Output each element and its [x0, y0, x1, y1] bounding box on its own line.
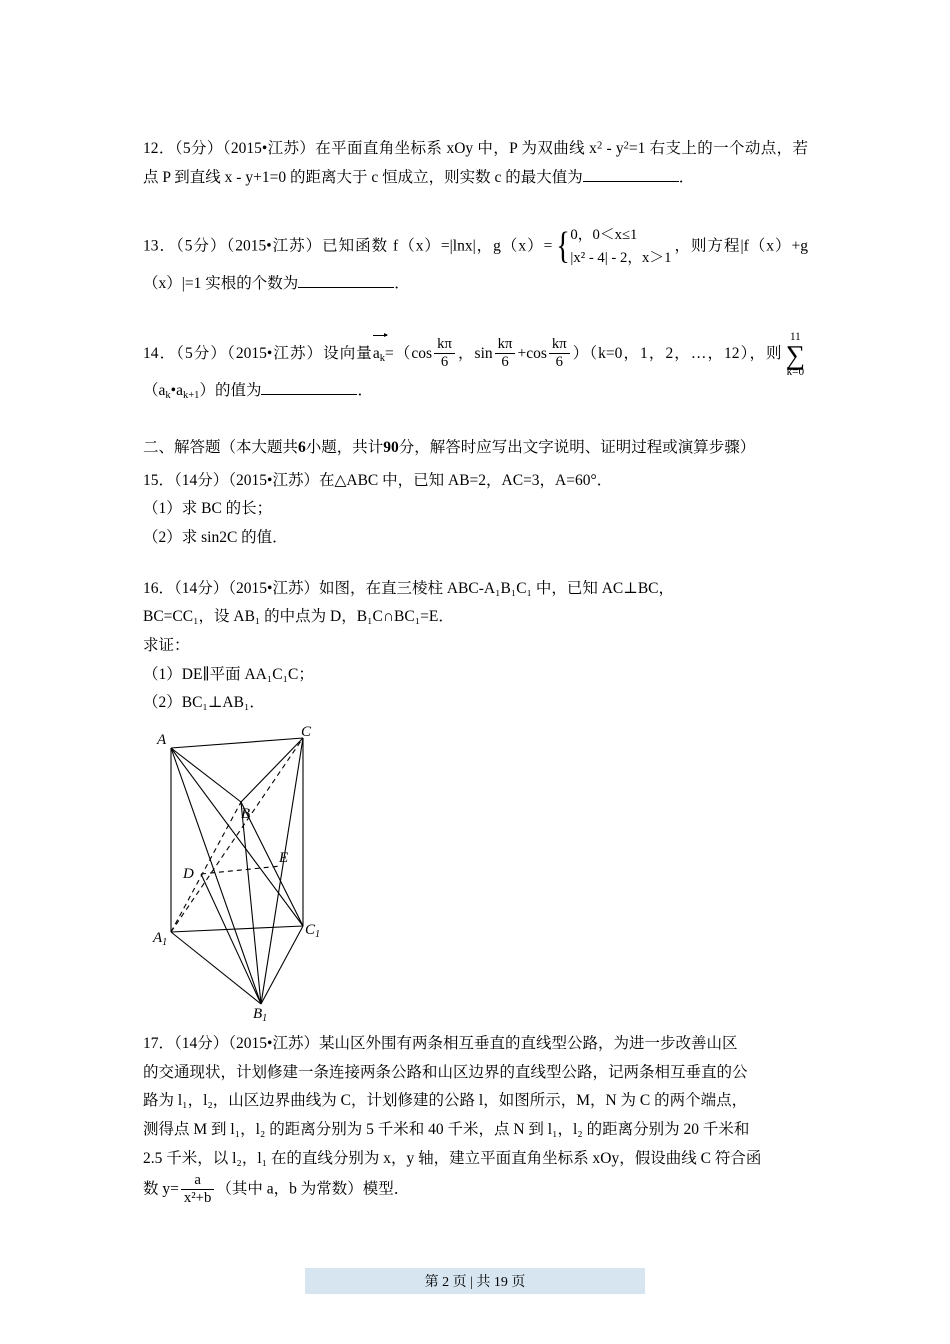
page-footer: [0, 1268, 950, 1294]
q17-score: （14分）: [174, 1035, 229, 1053]
q15-sub-1: （1）求 BC 的长；: [143, 500, 273, 518]
sigma-icon: ∑: [785, 339, 805, 370]
q14-text-4: +cos: [517, 344, 547, 362]
q13-number: 13．: [143, 237, 176, 255]
q17-frac-den: x²+b: [181, 1189, 214, 1206]
q16-sub-2: （2）BC₁⊥AB₁．: [143, 694, 265, 712]
q14-text-3: ，sin: [456, 344, 493, 362]
q13-text-2: ，则方程|f（x）+g（x）|=1 实根的个数为: [143, 237, 808, 292]
q17-line-4: 测得点 M 到 l₁，l₂ 的距离分别为 5 千米和 40 千米，点 N 到 l₁，l₂ 的距离分别为 20 千米和: [143, 1121, 750, 1139]
section-2-heading: [143, 434, 808, 463]
q15-sub-2: （2）求 sin2C 的值．: [143, 529, 288, 547]
brace-glyph: {: [556, 226, 571, 268]
q14-sub-k: k: [165, 390, 171, 402]
vector-a-k: [373, 340, 385, 369]
q15-number: 15．: [143, 471, 175, 489]
q17-line-5: 2.5 千米，以 l₂，l₁ 在的直线分别为 x，y 轴，建立平面直角坐标系 xOy，假设曲线 C 符合函: [143, 1149, 762, 1167]
q14-frac2-num: kπ: [497, 336, 513, 353]
q12-text-2: - y: [602, 140, 624, 157]
q14-frac1-num: kπ: [437, 336, 452, 353]
q17-line-2: 的交通现状，计划修建一条连接两条公路和山区边界的直线型公路，记两条相互垂直的公: [143, 1063, 748, 1081]
q12-sup-2: 2: [623, 140, 629, 152]
q15-score: （14分）: [174, 471, 229, 489]
question-12: [143, 135, 808, 192]
q17-source: （2015•江苏）: [228, 1035, 319, 1053]
q17-line-1: 某山区外围有两条相互垂直的直线型公路，为进一步改善山区: [318, 1035, 738, 1053]
q13-source: （2015•江苏）: [226, 237, 323, 255]
section-2-count: 6: [298, 439, 306, 457]
q12-number: 12．: [143, 140, 175, 157]
q14-number: 14．: [143, 344, 177, 362]
q12-source: （2015•江苏）: [222, 140, 316, 157]
q16-source: （2015•江苏）: [228, 579, 319, 597]
question-17: [143, 1030, 808, 1207]
label-C: C: [301, 724, 312, 741]
q12-answer-blank[interactable]: [583, 166, 679, 182]
label-C1: $C_1$: [305, 922, 321, 941]
label-D: D: [183, 866, 194, 883]
q12-sup-1: 2: [596, 140, 603, 152]
q14-summation: [786, 332, 805, 379]
prism-figure: [153, 724, 473, 1025]
question-16: [143, 575, 808, 1025]
q14-frac3-den: 6: [549, 353, 570, 370]
q14-frac1-den: 6: [434, 353, 455, 370]
q13-text-1: 已知函数 f（x）=|lnx|，g（x）=: [322, 237, 553, 255]
q12-text-end: ．: [678, 168, 695, 186]
label-A1: $A_1$: [153, 930, 168, 949]
q14-answer-blank[interactable]: [261, 380, 357, 396]
section-2-label: 二、解答题: [143, 439, 221, 457]
q16-stem-line-2: BC=CC₁，设 AB₁ 的中点为 D，B₁C∩BC₁=E．: [143, 608, 454, 626]
q13-text-end: ．: [394, 274, 410, 292]
q13-piece-row-1: 0，0＜x≤1: [570, 227, 638, 244]
q12-text-1: 在平面直角坐标系 xOy 中，P 为双曲线 x: [315, 140, 597, 157]
q14-text-end: ．: [357, 382, 373, 400]
q13-piece-row-2: |x² - 4| - 2，x＞1: [570, 250, 672, 267]
q14-text-8: ）的值为: [199, 382, 262, 400]
q12-text-3: =1 右支上的一个动点，若点 P 到直线 x - y+1=0 的距离大于 c 恒成立，则实数 c 的最大值为: [143, 140, 808, 186]
q14-score: （5分）: [176, 344, 228, 362]
section-2-points: 90: [383, 439, 399, 457]
q14-fraction-1: [434, 336, 455, 369]
q14-text-7: •a: [170, 382, 183, 400]
q14-vec-letter: a: [372, 344, 380, 362]
q16-prove-label: 求证：: [143, 637, 190, 655]
page-footer-label: 第 2 页 | 共 19 页: [305, 1268, 646, 1294]
q16-sub-1: （1）DE∥平面 AA₁C₁C；: [143, 665, 314, 683]
q13-score: （5分）: [176, 237, 227, 255]
q14-fraction-2: [495, 336, 516, 369]
q14-vec-sub: k: [379, 352, 386, 364]
q15-source: （2015•江苏）: [228, 471, 319, 489]
section-2-tail: 分，解答时应写出文字说明、证明过程或演算步骤）: [398, 439, 756, 457]
q15-stem: 在△ABC 中，已知 AB=2，AC=3，A=60°．: [318, 471, 613, 489]
label-B: B: [241, 806, 251, 823]
q14-source: （2015•江苏）: [227, 344, 324, 362]
q17-line-6-pre: 数 y=: [143, 1180, 179, 1198]
question-15: [143, 467, 808, 553]
vector-arrow-icon: [373, 335, 387, 336]
q14-sum-lower: k=0: [786, 366, 805, 379]
q17-number: 17．: [143, 1035, 175, 1053]
question-14: [143, 331, 808, 406]
q14-text-5: ）（k=0，1，2，…，12），则: [571, 344, 783, 362]
q14-text-6: （a: [143, 382, 166, 400]
q16-stem-line-1: 如图，在直三棱柱 ABC‑A₁B₁C₁ 中，已知 AC⊥BC，: [318, 579, 674, 597]
q14-frac2-den: 6: [495, 353, 516, 370]
q17-line-6-post: （其中 a，b 为常数）模型．: [216, 1180, 410, 1198]
q13-piecewise: [554, 224, 671, 270]
q14-frac3-num: kπ: [551, 336, 567, 353]
label-E: E: [279, 850, 289, 867]
q16-number: 16．: [143, 579, 175, 597]
q14-text-2: =（cos: [385, 344, 433, 362]
question-13: [143, 224, 808, 298]
label-B1: $B_1$: [253, 1006, 268, 1025]
label-A: A: [157, 732, 167, 749]
section-2-open: （本大题共: [220, 439, 299, 457]
q16-score: （14分）: [174, 579, 229, 597]
q17-fraction: [181, 1172, 214, 1205]
q14-fraction-3: [549, 336, 570, 369]
q17-line-3: 路为 l₁，l₂，山区边界曲线为 C，计划修建的公路 l，如图所示，M，N 为 C 的两个端点，: [143, 1092, 748, 1110]
q14-text-1: 设向量: [323, 344, 373, 362]
q17-frac-num: a: [194, 1172, 201, 1189]
q14-sum-upper: 11: [789, 330, 801, 343]
section-2-mid: 小题，共计: [305, 439, 384, 457]
q13-answer-blank[interactable]: [298, 272, 394, 288]
q12-score: （5分）: [174, 140, 223, 157]
page-content: [143, 135, 808, 1213]
q14-sub-k1: k+1: [182, 390, 200, 402]
